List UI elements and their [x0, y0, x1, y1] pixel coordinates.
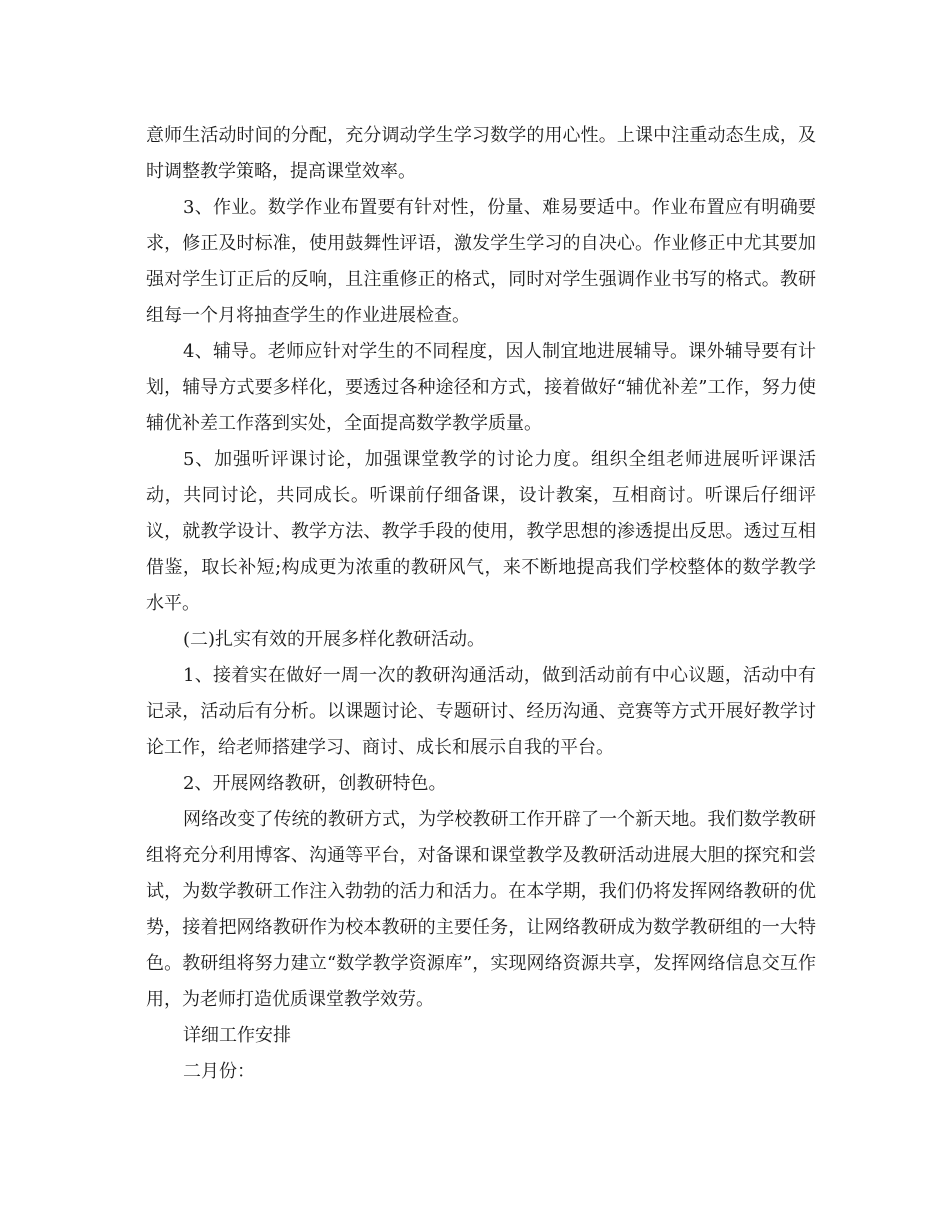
heading-february: 二月份：: [183, 1061, 255, 1082]
paragraph-weekly-meeting: 1、接着实在做好一周一次的教研沟通活动，做到活动前有中心议题，活动中有记录，活动后有分析。以课题讨论、专题研讨、经历沟通、竞赛等方式开展好教学讨论工作，给老师搭建学习、商讨、成长和展示自我的平台。: [146, 665, 816, 758]
section-heading-teaching-research: (二)扎实有效的开展多样化教研活动。: [183, 629, 486, 650]
paragraph-homework: 3、作业。数学作业布置要有针对性，份量、难易要适中。作业布置应有明确要求，修正及时标准，使用鼓舞性评语，激发学生学习的自决心。作业修正中尤其要加强对学生订正后的反响，且注重修正的格式，同时对学生强调作业书写的格式。教研组每一个月将抽查学生的作业进展检查。: [146, 197, 816, 326]
paragraph-online-research-title: 2、开展网络教研，创教研特色。: [183, 773, 447, 794]
paragraph-online-research: 网络改变了传统的教研方式，为学校教研工作开辟了一个新天地。我们数学教研组将充分利用博客、沟通等平台，对备课和课堂教学及教研活动进展大胆的探究和尝试，为数学教研工作注入勃勃的活力和活力。在本学期，我们仍将发挥网络教研的优势，接着把网络教研作为校本教研的主要任务，让网络教研成为数学教研组的一大特色。教研组将努力建立“数学教学资源库”，实现网络资源共享，发挥网络信息交互作用，为老师打造优质课堂教学效劳。: [146, 809, 816, 1010]
document-body: [146, 118, 816, 1090]
heading-work-schedule: 详细工作安排: [183, 1025, 291, 1046]
paragraph-tutoring: 4、辅导。老师应针对学生的不同程度，因人制宜地进展辅导。课外辅导要有计划，辅导方式要多样化，要透过各种途径和方式，接着做好“辅优补差”工作，努力使辅优补差工作落到实处，全面提高数学教学质量。: [146, 341, 816, 434]
paragraph-lesson-review: 5、加强听评课讨论，加强课堂教学的讨论力度。组织全组老师进展听评课活动，共同讨论，共同成长。听课前仔细备课，设计教案，互相商讨。听课后仔细评议，就教学设计、教学方法、教学手段的使用，教学思想的渗透提出反思。透过互相借鉴，取长补短;构成更为浓重的教研风气，来不断地提高我们学校整体的数学教学水平。: [146, 449, 816, 614]
paragraph-continuation: 意师生活动时间的分配，充分调动学生学习数学的用心性。上课中注重动态生成，及时调整教学策略，提高课堂效率。: [146, 125, 816, 182]
